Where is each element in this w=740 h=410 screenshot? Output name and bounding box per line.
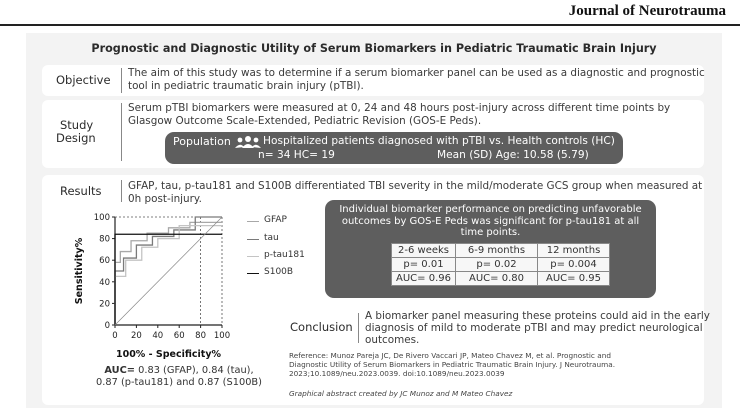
table-cell: p= 0.02 bbox=[456, 258, 538, 272]
header-rule bbox=[0, 24, 740, 26]
objective-divider bbox=[121, 68, 122, 93]
legend-label-s100b: S100B bbox=[264, 267, 294, 277]
table-row bbox=[392, 272, 610, 286]
auc-prefix: AUC= bbox=[104, 365, 136, 376]
study-design-label-line-2: Design bbox=[56, 131, 96, 145]
table-cell: p= 0.01 bbox=[392, 258, 456, 272]
objective-text-line-1: The aim of this study was to determine if a serum biomarker panel can be used as a diagnostic and prognostic bbox=[128, 67, 705, 79]
objective-label: Objective bbox=[56, 73, 111, 87]
results-text-line-2: 0h post-injury. bbox=[128, 193, 202, 205]
x-tick-label: 20 bbox=[130, 331, 142, 341]
x-axis-label: 100% - Specificity% bbox=[115, 349, 222, 360]
population-description: Hospitalized patients diagnosed with pTBI vs. Health controls (HC) bbox=[263, 135, 615, 147]
table-cell: AUC= 0.95 bbox=[538, 272, 610, 286]
table-cell: 6-9 months bbox=[456, 244, 538, 258]
table-cell: 12 months bbox=[538, 244, 610, 258]
auc-line-1: 0.83 (GFAP), 0.84 (tau), bbox=[135, 365, 254, 376]
auc-line-2: 0.87 (p-tau181) and 0.87 (S100B) bbox=[96, 377, 262, 388]
legend-label-ptau181: p-tau181 bbox=[264, 250, 305, 260]
population-age: Mean (SD) Age: 10.58 (5.79) bbox=[437, 149, 589, 161]
reference-line-3: 2023;10.1089/neu.2023.0039. doi:10.1089/neu.2023.0039 bbox=[289, 369, 505, 378]
reference bbox=[289, 351, 689, 378]
y-tick-label: 20 bbox=[99, 299, 110, 310]
x-tick-label: 60 bbox=[173, 331, 185, 341]
legend-label-gfap: GFAP bbox=[264, 215, 287, 225]
performance-box bbox=[325, 200, 656, 298]
table-cell: AUC= 0.80 bbox=[456, 272, 538, 286]
table-cell: 2-6 weeks bbox=[392, 244, 456, 258]
population-box bbox=[165, 132, 623, 164]
conclusion-label: Conclusion bbox=[290, 320, 353, 334]
table-row bbox=[392, 244, 610, 258]
reference-line-1: Reference: Munoz Pareja JC, De Rivero Vaccari JP, Mateo Chavez M, et al. Prognostic and bbox=[289, 351, 611, 360]
legend-line-tau bbox=[247, 239, 259, 240]
legend-line-ptau181 bbox=[247, 256, 259, 257]
x-tick-label: 40 bbox=[152, 331, 164, 341]
x-tick-label: 100 bbox=[213, 331, 231, 341]
y-tick-label: 40 bbox=[99, 277, 110, 288]
performance-table bbox=[391, 243, 610, 286]
people-icon bbox=[235, 135, 261, 149]
objective-text-line-2: tool in pediatric traumatic brain injury (pTBI). bbox=[128, 80, 364, 92]
performance-heading: Individual biomarker performance on predicting unfavorable outcomes by GOS-E Peds was significant for p-tau181 at all time points. bbox=[339, 204, 642, 238]
study-design-label-line-1: Study bbox=[60, 118, 94, 132]
auc-summary bbox=[44, 365, 314, 389]
y-tick-label: 80 bbox=[99, 234, 110, 245]
conclusion-text-line-2: diagnosis of mild to moderate pTBI and may predict neurological bbox=[365, 322, 703, 334]
population-counts: n= 34 HC= 19 bbox=[258, 149, 335, 161]
graphic-credit: Graphical abstract created by JC Munoz and M Mateo Chavez bbox=[289, 389, 513, 398]
y-tick-label: 60 bbox=[99, 256, 110, 267]
journal-name: Journal of Neurotrauma bbox=[568, 3, 726, 19]
results-label: Results bbox=[60, 184, 102, 198]
conclusion-divider bbox=[358, 313, 359, 343]
study-design-divider bbox=[121, 103, 122, 161]
x-tick-label: 0 bbox=[112, 331, 118, 341]
legend-label-tau: tau bbox=[264, 233, 279, 243]
results-text-line-1: GFAP, tau, p-tau181 and S100B differentiated TBI severity in the mild/moderate GCS group when measured at bbox=[128, 180, 703, 192]
table-cell: AUC= 0.96 bbox=[392, 272, 456, 286]
conclusion-text-line-3: outcomes. bbox=[365, 334, 420, 346]
x-tick-label: 80 bbox=[195, 331, 207, 341]
y-tick-label: 100 bbox=[93, 213, 110, 223]
table-row bbox=[392, 258, 610, 272]
results-divider bbox=[121, 180, 122, 202]
reference-line-2: Diagnostic Utility of Serum Biomarkers in Pediatric Traumatic Brain Injury. J Neurotrauma. bbox=[289, 360, 616, 369]
abstract-title: Prognostic and Diagnostic Utility of Serum Biomarkers in Pediatric Traumatic Brain Injury bbox=[91, 42, 657, 55]
roc-series-gfap bbox=[115, 222, 222, 325]
roc-chart bbox=[44, 205, 264, 365]
y-tick-label: 0 bbox=[104, 321, 110, 331]
population-label: Population bbox=[173, 135, 231, 148]
legend-line-s100b bbox=[247, 273, 259, 274]
legend-line-gfap bbox=[247, 221, 259, 222]
table-cell: p= 0.004 bbox=[538, 258, 610, 272]
conclusion-text-line-1: A biomarker panel measuring these proteins could aid in the early bbox=[365, 310, 710, 322]
y-axis-label: Sensitivity% bbox=[74, 237, 85, 305]
study-design-text-line-1: Serum pTBI biomarkers were measured at 0, 24 and 48 hours post-injury across different time points by bbox=[128, 102, 671, 114]
study-design-text-line-2: Glasgow Outcome Scale-Extended, Pediatric Revision (GOS-E Peds). bbox=[128, 115, 482, 127]
